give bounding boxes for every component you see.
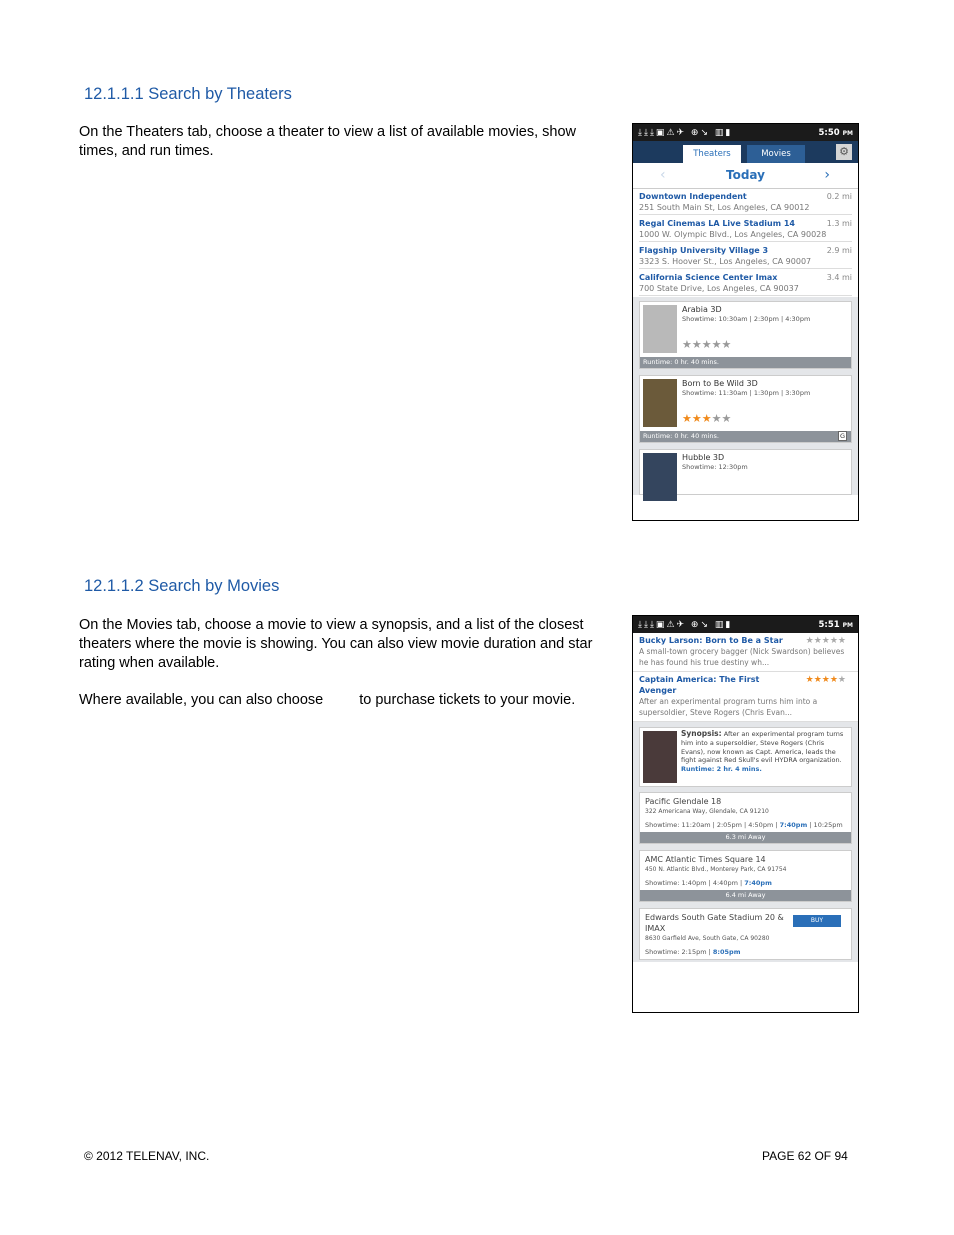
theater-name: Regal Cinemas LA Live Stadium 14 xyxy=(639,219,795,228)
movie-card[interactable] xyxy=(639,449,852,495)
star-icon: ★ xyxy=(721,412,732,425)
star-icon: ★ xyxy=(711,338,722,351)
star-icon: ★ xyxy=(682,338,692,351)
movies-screenshot xyxy=(632,615,859,1013)
movie-list xyxy=(633,633,858,722)
movie-poster xyxy=(643,379,677,427)
star-icon: ★ xyxy=(701,338,712,351)
theater-name: California Science Center Imax xyxy=(639,273,778,282)
section-heading-theaters: 12.1.1.1 Search by Theaters xyxy=(84,85,292,103)
footer-copyright: © 2012 TELENAV, INC. xyxy=(84,1149,210,1163)
movie-card[interactable] xyxy=(639,375,852,443)
movie-showtimes: Showtime: 12:30pm xyxy=(682,463,748,471)
star-rating xyxy=(682,338,731,351)
movie-showtimes: Showtime: 11:30am | 1:30pm | 3:30pm xyxy=(682,389,811,397)
star-rating xyxy=(806,675,846,685)
theater-name: Downtown Independent xyxy=(639,192,747,201)
movie-name: Captain America: The First Avenger xyxy=(639,675,760,695)
theater-card[interactable] xyxy=(639,792,852,844)
theater-showtimes xyxy=(645,948,846,957)
showtime-list: Showtime: 1:40pm | 4:40pm | xyxy=(645,879,743,887)
theater-row[interactable] xyxy=(633,216,858,243)
theater-distance: 2.9 mi xyxy=(826,246,852,255)
movie-row[interactable] xyxy=(633,672,858,722)
star-icon: ★ xyxy=(821,675,830,685)
star-icon: ★ xyxy=(805,636,814,646)
movie-name: Bucky Larson: Born to Be a Star xyxy=(639,636,783,645)
buy-button[interactable]: BUY xyxy=(793,915,841,927)
footer-page-number: PAGE 62 OF 94 xyxy=(762,1149,848,1163)
day-label: Today xyxy=(726,168,765,182)
theater-row[interactable] xyxy=(633,189,858,216)
star-icon: ★ xyxy=(837,636,846,646)
status-time: 5:50 PM xyxy=(818,127,853,138)
movie-runtime: Runtime: 0 hr. 40 mins. xyxy=(640,431,851,442)
theater-list xyxy=(633,189,858,297)
movie-title: Arabia 3D xyxy=(682,305,722,314)
runtime: Runtime: 2 hr. 4 mins. xyxy=(681,765,762,774)
chevron-left-icon[interactable]: ‹ xyxy=(660,167,666,183)
rating-badge: G xyxy=(839,432,845,440)
notification-icons: ⤓⤓⤓▣⚠✈ ⊕↘ ▥▮ xyxy=(638,127,733,138)
movie-poster xyxy=(643,305,677,353)
star-icon: ★ xyxy=(701,412,712,425)
theater-showtimes xyxy=(645,879,846,888)
showtime-list: Showtime: 11:20am | 2:05pm | 4:50pm | xyxy=(645,821,778,829)
theater-address: 251 South Main St, Los Angeles, CA 90012 xyxy=(639,202,852,215)
star-icon: ★ xyxy=(813,636,822,646)
showtime-next[interactable]: 7:40pm xyxy=(744,879,772,887)
star-icon: ★ xyxy=(711,412,722,425)
movie-poster xyxy=(643,731,677,783)
star-icon: ★ xyxy=(805,675,814,685)
tab-movies[interactable]: Movies xyxy=(747,145,805,163)
star-icon: ★ xyxy=(682,412,692,425)
notification-icons: ⤓⤓⤓▣⚠✈ ⊕↘ ▥▮ xyxy=(638,619,733,630)
star-icon: ★ xyxy=(829,675,838,685)
movie-card[interactable] xyxy=(639,301,852,369)
movie-detail xyxy=(633,722,858,962)
theater-address: 1000 W. Olympic Blvd., Los Angeles, CA 90028 xyxy=(639,229,852,242)
synopsis-card: Synopsis: After an experimental program turns him into a supersoldier, Steve Rogers (Chris Evans), now known as Capt. America, leads the fight against Red Skull's evil HYDRA organization. Runtime: 2 hr. 4 mins. xyxy=(639,727,852,787)
showtime-next[interactable]: 8:05pm xyxy=(712,948,741,956)
distance-away: 6.3 mi Away xyxy=(640,832,851,843)
theater-address: 8630 Garfield Ave, South Gate, CA 90280 xyxy=(645,935,770,942)
star-rating xyxy=(806,636,846,646)
section-body-theaters: On the Theaters tab, choose a theater to view a list of available movies, show times, and run times. xyxy=(79,124,577,159)
theater-name: Edwards South Gate Stadium 20 & IMAX xyxy=(645,913,784,933)
status-bar xyxy=(633,124,858,141)
theater-address: 3323 S. Hoover St., Los Angeles, CA 90007 xyxy=(639,256,852,269)
theater-name: Flagship University Village 3 xyxy=(639,246,769,255)
theater-row[interactable] xyxy=(633,270,858,297)
theaters-screenshot xyxy=(632,123,859,521)
movie-description: A small-town grocery bagger (Nick Swardson) believes he has found his true destiny wh... xyxy=(639,647,845,667)
star-icon: ★ xyxy=(821,636,830,646)
showtime-next[interactable]: 7:40pm xyxy=(779,821,808,829)
chevron-right-icon[interactable]: › xyxy=(824,167,830,183)
star-icon: ★ xyxy=(691,412,702,425)
showtime-list-tail: | 10:25pm xyxy=(809,821,843,829)
theater-card[interactable] xyxy=(639,908,852,960)
theater-distance: 3.4 mi xyxy=(826,273,852,282)
showtime-list: Showtime: 2:15pm | xyxy=(645,948,711,956)
movie-list xyxy=(633,297,858,495)
star-icon: ★ xyxy=(721,338,732,351)
theater-distance: 1.3 mi xyxy=(826,219,852,228)
star-icon: ★ xyxy=(691,338,702,351)
theater-showtimes xyxy=(645,821,846,830)
theater-address: 700 State Drive, Los Angeles, CA 90037 xyxy=(639,283,852,296)
movie-runtime: Runtime: 0 hr. 40 mins. xyxy=(640,357,851,368)
theater-name: AMC Atlantic Times Square 14 xyxy=(645,855,766,864)
theater-card[interactable] xyxy=(639,850,852,902)
section-body-movies: On the Movies tab, choose a movie to view a synopsis, and a list of the closest theaters where the movie is showing. You can also view movie duration and star rating when available. xyxy=(79,617,593,671)
day-selector xyxy=(633,163,858,189)
theater-address: 322 Americana Way, Glendale, CA 91210 xyxy=(645,808,769,815)
status-bar xyxy=(633,616,858,633)
star-icon: ★ xyxy=(837,675,846,685)
tab-theaters[interactable]: Theaters xyxy=(683,145,741,163)
movie-showtimes: Showtime: 10:30am | 2:30pm | 4:30pm xyxy=(682,315,811,323)
star-rating xyxy=(682,412,731,425)
movie-title: Born to Be Wild 3D xyxy=(682,379,758,388)
theater-name: Pacific Glendale 18 xyxy=(645,797,722,806)
theater-distance: 0.2 mi xyxy=(826,192,852,201)
theater-row[interactable] xyxy=(633,243,858,270)
movie-description: After an experimental program turns him into a supersoldier, Steve Rogers (Chris Evan... xyxy=(639,697,818,717)
status-time: 5:51 PM xyxy=(818,619,853,630)
theater-address: 450 N. Atlantic Blvd., Monterey Park, CA 91754 xyxy=(645,866,787,873)
section-body-buy: Where available, you can also choose to purchase tickets to your movie. xyxy=(79,692,576,708)
theater-showtimes-list xyxy=(633,792,858,960)
movie-row[interactable] xyxy=(633,633,858,672)
star-icon: ★ xyxy=(829,636,838,646)
distance-away: 6.4 mi Away xyxy=(640,890,851,901)
section-heading-movies: 12.1.1.2 Search by Movies xyxy=(84,577,280,595)
synopsis-text: After an experimental program turns him into a supersoldier, Steve Rogers (Chris Evans), now known as Capt. America, leads the fight against Red Skull's evil HYDRA organization. xyxy=(681,730,844,765)
gear-icon[interactable]: ⚙ xyxy=(836,144,852,160)
tab-bar xyxy=(633,141,858,163)
movie-poster xyxy=(643,453,677,501)
star-icon: ★ xyxy=(813,675,822,685)
movie-title: Hubble 3D xyxy=(682,453,725,462)
